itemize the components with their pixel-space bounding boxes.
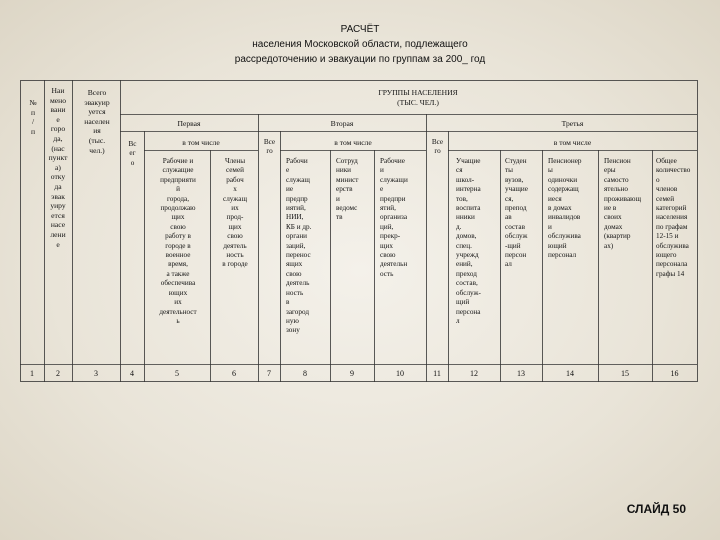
header-group-third: Третья bbox=[561, 119, 584, 128]
header-col-5: Рабочие и служащие предприяти й города, продолжаю щих свою работу в городе в военное время, а также обеспечива ющих их деятельност ь bbox=[159, 157, 197, 325]
column-number: 4 bbox=[130, 369, 134, 378]
column-number: 8 bbox=[303, 369, 307, 378]
column-number: 7 bbox=[267, 369, 271, 378]
column-number: 11 bbox=[433, 369, 441, 378]
header-total-third: Все го bbox=[431, 138, 444, 156]
header-col-9: Сотруд ники минист ерств и ведомс тв bbox=[336, 157, 359, 222]
header-population-groups: ГРУППЫ НАСЕЛЕНИЯ (ТЫС. ЧЕЛ.) bbox=[378, 88, 458, 107]
header-city-name: Наи мено вани е горо да, (нас пункт а) отку да эвак уиру ется насе лени е bbox=[48, 86, 68, 249]
title-line-1: РАСЧЁТ bbox=[340, 24, 380, 35]
header-col-13: Студен ты вузов, учащие ся, препод ав состав обслуж -щий персон ал bbox=[505, 157, 528, 269]
header-total-second: Все го bbox=[263, 138, 276, 156]
header-including-second: в том числе bbox=[334, 138, 372, 147]
column-number: 10 bbox=[396, 369, 404, 378]
header-col-15: Пенсион еры самосто ятельно проживающ ие в своих домах (квартир ах) bbox=[604, 157, 642, 250]
column-number: 16 bbox=[670, 369, 679, 378]
header-col-8: Рабочи е служащ ие предпр иятий, НИИ, КБ и др. органи заций, перенос ящих свою деятель ность в загород ную зону bbox=[286, 157, 312, 335]
header-group-first: Первая bbox=[177, 119, 201, 128]
header-col-14: Пенсионер ы одиночки содержащ иеся в домах инвалидов и обслужива ющий персонал bbox=[548, 157, 582, 260]
column-number: 2 bbox=[56, 369, 60, 378]
column-number: 3 bbox=[94, 369, 98, 378]
header-col-10: Рабочие и служащи е предпри ятий, организа ций, прекр- щих свою деятельн ость bbox=[380, 157, 408, 278]
column-number: 12 bbox=[470, 369, 478, 378]
header-total-evacuated: Всего эвакуир уется населен ия (тыс. чел.) bbox=[84, 88, 110, 155]
header-row-number: № п / п bbox=[29, 98, 37, 136]
column-number: 9 bbox=[350, 369, 354, 378]
header-col-6: Члены семей рабоч х служащ их прод- щих свою деятель ность в городе bbox=[222, 157, 248, 269]
header-col-16: Общее количество о членов семей категорий населения по графам 12-15 и обслужива ющего персонала графы 14 bbox=[656, 157, 691, 278]
column-number: 1 bbox=[30, 369, 34, 378]
column-number: 13 bbox=[517, 369, 525, 378]
column-number: 5 bbox=[175, 369, 179, 378]
header-col-12: Учащие ся школ- интерна тов, воспита нники д. домов, спец. учрежд ений, преход состав, обслуж- щий персона л bbox=[456, 157, 481, 325]
column-number: 15 bbox=[621, 369, 629, 378]
title-line-2: населения Московской области, подлежащего bbox=[252, 39, 468, 50]
header-group-second: Вторая bbox=[330, 119, 354, 128]
column-number: 14 bbox=[566, 369, 574, 378]
slide-number: СЛАЙД 50 bbox=[626, 502, 686, 516]
document-title bbox=[0, 22, 720, 67]
title-line-3: рассредоточению и эвакуации по группам за 200_ год bbox=[234, 54, 486, 65]
column-number: 6 bbox=[232, 369, 236, 378]
header-including-third: в том числе bbox=[553, 138, 592, 147]
header-including-first: в том числе bbox=[182, 138, 220, 147]
header-total-first: Вс ег о bbox=[128, 140, 137, 167]
